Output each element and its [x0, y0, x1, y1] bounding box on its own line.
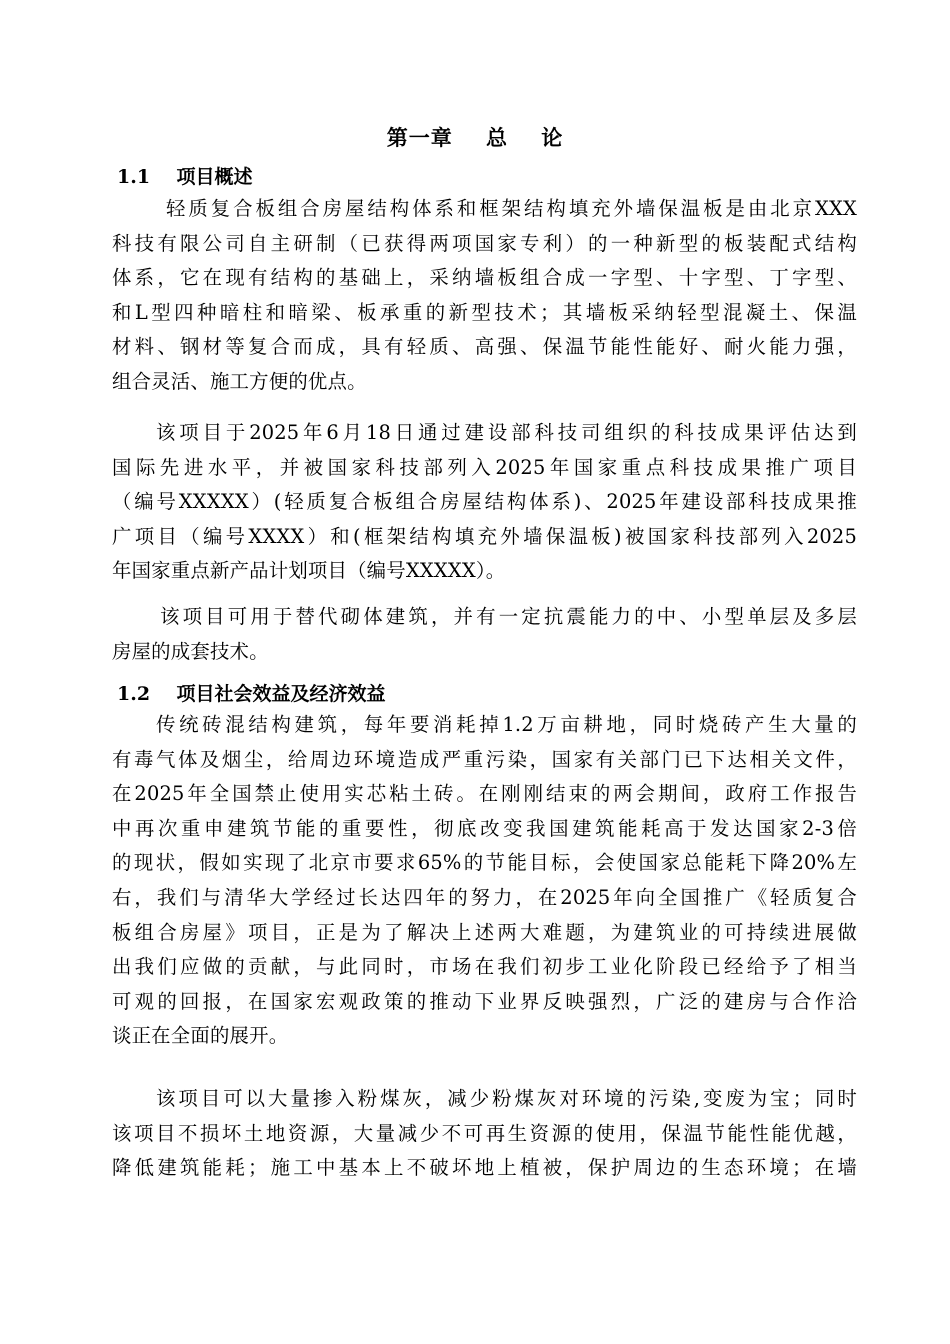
- text-line: 中再次重申建筑节能的重要性，彻底改变我国建筑能耗高于发达国家2-3倍: [112, 816, 857, 840]
- section-heading-1-2: 1.2 项目社会效益及经济效益: [117, 683, 386, 705]
- text-line: 组合灵活、施工方便的优点。: [112, 369, 367, 393]
- text-line: 体系，它在现有结构的基础上，采纳墙板组合成一字型、十字型、丁字型、: [112, 266, 857, 290]
- text-line: 该项目可用于替代砌体建筑，并有一定抗震能力的中、小型单层及多层: [160, 605, 857, 628]
- text-line: 该项目可以大量掺入粉煤灰，减少粉煤灰对环境的污染,变废为宝；同时: [156, 1087, 857, 1110]
- chapter-title: 第一章 总 论: [386, 125, 564, 150]
- text-line: 年国家重点新产品计划项目（编号XXXXX）。: [112, 559, 506, 583]
- text-line: 的现状，假如实现了北京市要求65%的节能目标，会使国家总能耗下降20%左: [112, 851, 857, 875]
- section-heading-1-1: 1.1 项目概述: [117, 166, 253, 188]
- text-line: 谈正在全面的展开。: [112, 1024, 289, 1048]
- paragraph: [112, 600, 857, 669]
- text-line: 出我们应做的贡献，与此同时，市场在我们初步工业化阶段已经给予了相当: [112, 955, 857, 979]
- text-line: 板组合房屋》项目，正是为了解决上述两大难题，为建筑业的可持续进展做: [112, 920, 857, 944]
- text-line: （编号XXXXX）(轻质复合板组合房屋结构体系)、2025年建设部科技成果推: [112, 490, 857, 514]
- paragraph: [112, 192, 857, 400]
- text-line: 材料、钢材等复合而成，具有轻质、高强、保温节能性能好、耐火能力强，: [112, 335, 857, 359]
- text-line: 房屋的成套技术。: [112, 639, 269, 663]
- text-line: 降低建筑能耗；施工中基本上不破坏地上植被，保护周边的生态环境；在墙: [112, 1156, 857, 1180]
- text-line: 右，我们与清华大学经过长达四年的努力，在2025年向全国推广《轻质复合: [112, 885, 857, 909]
- text-line: 科技有限公司自主研制（已获得两项国家专利）的一种新型的板装配式结构: [112, 231, 857, 255]
- text-line: 在2025年全国禁止使用实芯粘土砖。在刚刚结束的两会期间，政府工作报告: [112, 782, 857, 806]
- text-line: 广项目（编号XXXX）和(框架结构填充外墙保温板)被国家科技部列入2025: [112, 524, 857, 548]
- text-line: 该项目不损坏土地资源，大量减少不可再生资源的使用，保温节能性能优越，: [112, 1121, 857, 1145]
- text-line: 轻质复合板组合房屋结构体系和框架结构填充外墙保温板是由北京XXX: [166, 197, 857, 220]
- text-line: 传统砖混结构建筑，每年要消耗掉1.2万亩耕地，同时烧砖产生大量的: [156, 713, 857, 736]
- text-line: 国际先进水平，并被国家科技部列入2025年国家重点科技成果推广项目: [112, 455, 857, 479]
- text-line: 有毒气体及烟尘，给周边环境造成严重污染，国家有关部门已下达相关文件，: [112, 747, 857, 771]
- paragraph: [112, 416, 857, 589]
- text-line: 和L型四种暗柱和暗梁、板承重的新型技术；其墙板采纳轻型混凝土、保温: [112, 300, 857, 324]
- text-line: 该项目于2025年6月18日通过建设部科技司组织的科技成果评估达到: [156, 421, 857, 444]
- paragraph: [112, 708, 857, 1054]
- paragraph: [112, 1082, 857, 1186]
- text-line: 可观的回报，在国家宏观政策的推动下业界反映强烈，广泛的建房与合作洽: [112, 989, 857, 1013]
